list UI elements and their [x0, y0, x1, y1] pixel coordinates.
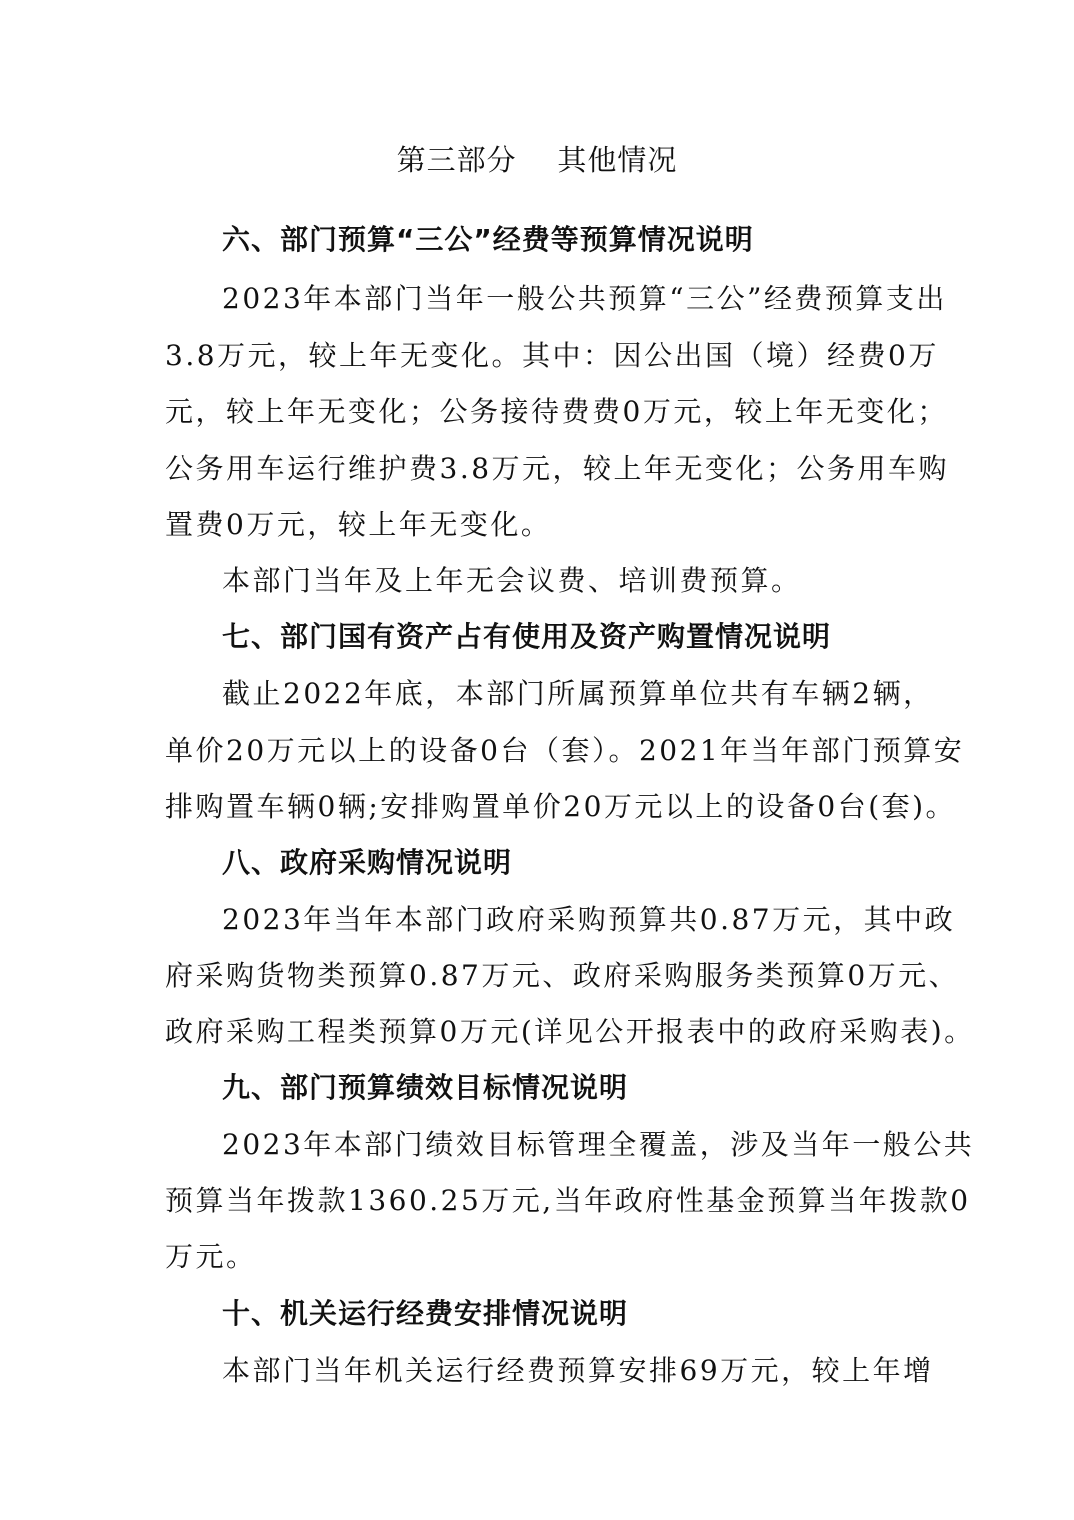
paragraph-line: 2023年本部门当年一般公共预算“三公”经费预算支出 [222, 282, 947, 315]
section-heading-ten: 十、机关运行经费安排情况说明 [222, 1297, 629, 1330]
paragraph-line: 截止2022年底，本部门所属预算单位共有车辆2辆， [222, 677, 934, 710]
paragraph-line: 府采购货物类预算0.87万元、政府采购服务类预算0万元、 [165, 959, 960, 992]
paragraph-line: 元，较上年无变化；公务接待费费0万元，较上年无变化； [165, 395, 948, 428]
section-heading-seven: 七、部门国有资产占有使用及资产购置情况说明 [222, 620, 832, 653]
paragraph-line: 3.8万元，较上年无变化。其中：因公出国（境）经费0万 [165, 339, 939, 372]
section-heading-eight: 八、政府采购情况说明 [222, 846, 513, 879]
paragraph-line: 排购置车辆0辆;安排购置单价20万元以上的设备0台(套)。 [165, 790, 957, 823]
paragraph-line: 政府采购工程类预算0万元(详见公开报表中的政府采购表)。 [165, 1015, 975, 1048]
paragraph-line: 置费0万元，较上年无变化。 [165, 508, 552, 541]
paragraph-line: 2023年当年本部门政府采购预算共0.87万元，其中政 [222, 903, 956, 936]
section-heading-nine: 九、部门预算绩效目标情况说明 [222, 1071, 629, 1104]
paragraph-line: 本部门当年及上年无会议费、培训费预算。 [222, 564, 802, 597]
page-title: 第三部分 其他情况 [396, 143, 678, 177]
paragraph-line: 万元。 [165, 1240, 257, 1273]
paragraph-line: 本部门当年机关运行经费预算安排69万元，较上年增 [222, 1354, 934, 1387]
paragraph-line: 单价20万元以上的设备0台（套）。2021年当年部门预算安 [165, 734, 965, 767]
paragraph-line: 预算当年拨款1360.25万元,当年政府性基金预算当年拨款0 [165, 1184, 971, 1217]
section-heading-six: 六、部门预算“三公”经费等预算情况说明 [222, 223, 754, 256]
paragraph-line: 2023年本部门绩效目标管理全覆盖，涉及当年一般公共 [222, 1128, 975, 1161]
paragraph-line: 公务用车运行维护费3.8万元，较上年无变化；公务用车购 [165, 452, 950, 485]
